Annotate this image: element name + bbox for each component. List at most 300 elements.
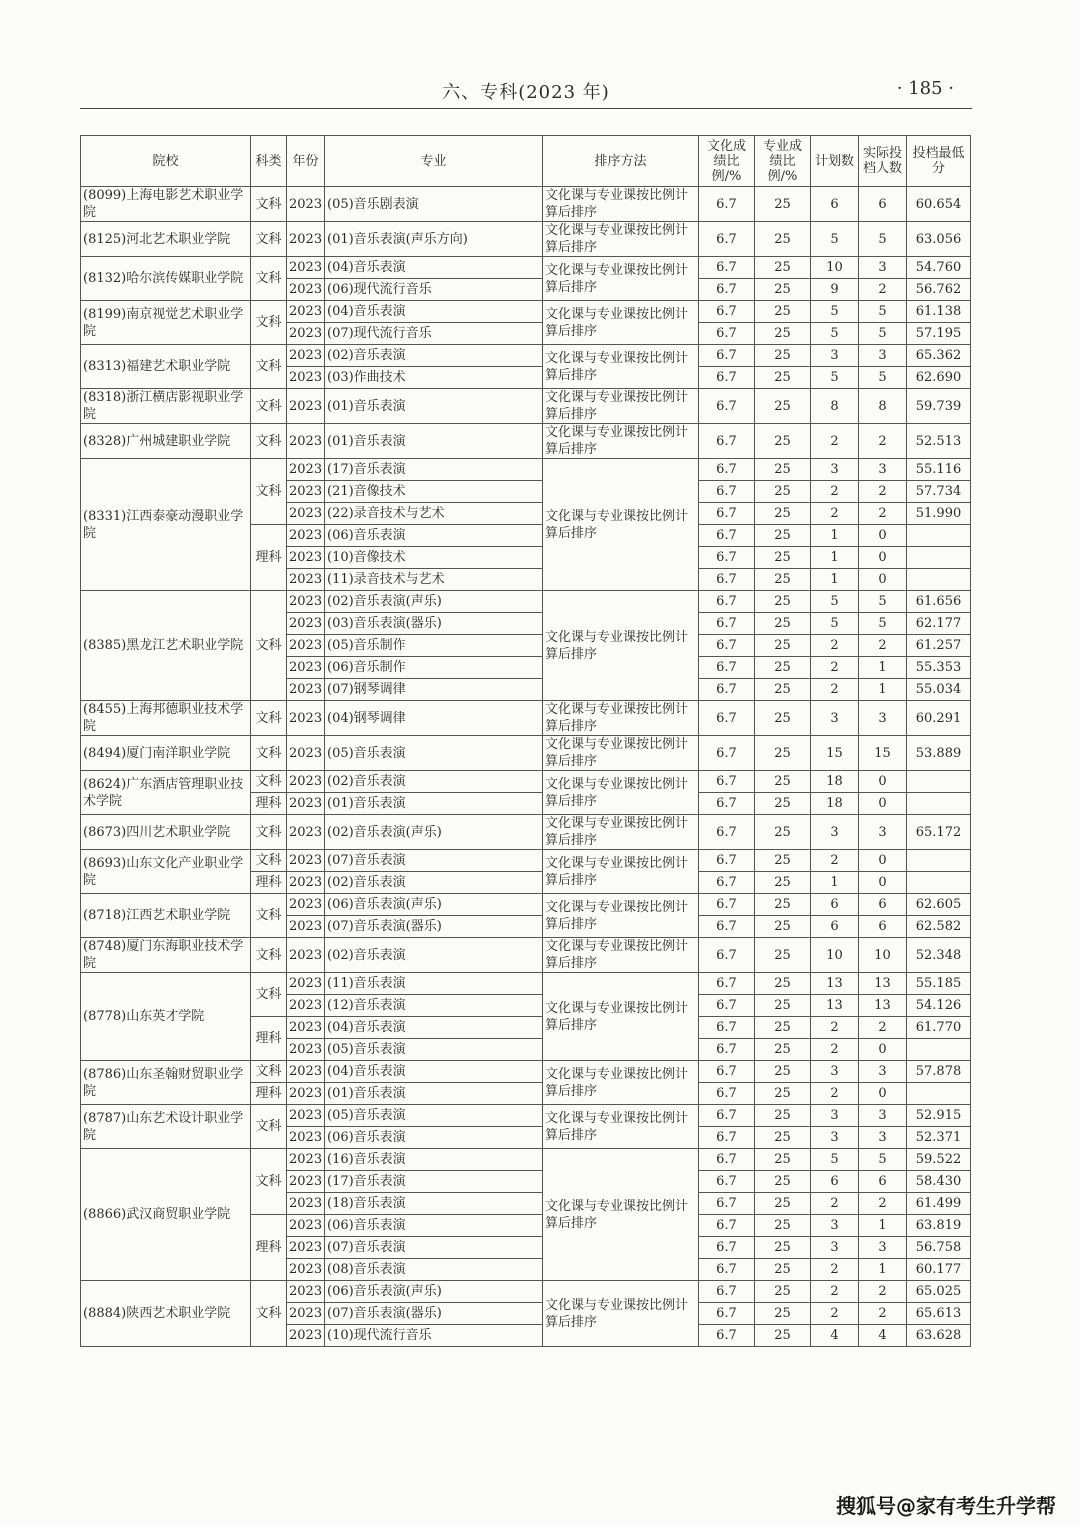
cell-major: (07)音乐表演: [325, 850, 543, 872]
cell-professional-ratio: 25: [755, 591, 811, 613]
cell-culture-ratio: 6.7: [699, 1061, 755, 1083]
cell-actual: 2: [859, 1193, 907, 1215]
cell-actual: 0: [859, 1083, 907, 1105]
cell-professional-ratio: 25: [755, 938, 811, 973]
cell-plan: 2: [811, 850, 859, 872]
cell-major: (01)音乐表演: [325, 1083, 543, 1105]
page-number: · 185 ·: [896, 78, 954, 99]
cell-actual: 6: [859, 894, 907, 916]
cell-professional-ratio: 25: [755, 1303, 811, 1325]
cell-actual: 1: [859, 679, 907, 701]
cell-professional-ratio: 25: [755, 771, 811, 793]
cell-culture-ratio: 6.7: [699, 569, 755, 591]
cell-major: (02)音乐表演: [325, 771, 543, 793]
cell-major: (06)音乐表演: [325, 1215, 543, 1237]
cell-culture-ratio: 6.7: [699, 503, 755, 525]
cell-year: 2023: [287, 1171, 325, 1193]
cell-professional-ratio: 25: [755, 657, 811, 679]
cell-culture-ratio: 6.7: [699, 815, 755, 850]
cell-professional-ratio: 25: [755, 1105, 811, 1127]
cell-category: 文科: [251, 701, 287, 736]
cell-year: 2023: [287, 591, 325, 613]
cell-culture-ratio: 6.7: [699, 872, 755, 894]
cell-major: (21)音像技术: [325, 481, 543, 503]
cell-plan: 2: [811, 1193, 859, 1215]
cell-culture-ratio: 6.7: [699, 1105, 755, 1127]
cell-major: (02)音乐表演(声乐): [325, 815, 543, 850]
cell-method: 文化课与专业课按比例计算后排序: [543, 222, 699, 257]
cell-culture-ratio: 6.7: [699, 1149, 755, 1171]
cell-plan: 2: [811, 1083, 859, 1105]
cell-plan: 2: [811, 424, 859, 459]
cell-major: (12)音乐表演: [325, 995, 543, 1017]
cell-plan: 3: [811, 1061, 859, 1083]
cell-plan: 1: [811, 547, 859, 569]
table-row: [81, 345, 971, 367]
cell-major: (10)现代流行音乐: [325, 1325, 543, 1347]
cell-category: 文科: [251, 736, 287, 771]
cell-category: 文科: [251, 1061, 287, 1083]
cell-plan: 2: [811, 503, 859, 525]
table-body: [81, 187, 971, 1347]
table-row: [81, 222, 971, 257]
cell-actual: 5: [859, 613, 907, 635]
cell-year: 2023: [287, 503, 325, 525]
cell-professional-ratio: 25: [755, 1237, 811, 1259]
cell-actual: 2: [859, 481, 907, 503]
cell-min-score: 65.613: [907, 1303, 971, 1325]
cell-category: 文科: [251, 459, 287, 525]
cell-min-score: 63.056: [907, 222, 971, 257]
cell-culture-ratio: 6.7: [699, 459, 755, 481]
cell-year: 2023: [287, 613, 325, 635]
cell-min-score: 63.628: [907, 1325, 971, 1347]
cell-major: (06)音乐表演: [325, 525, 543, 547]
cell-actual: 2: [859, 424, 907, 459]
cell-year: 2023: [287, 771, 325, 793]
cell-year: 2023: [287, 1127, 325, 1149]
cell-major: (06)音乐表演(声乐): [325, 1281, 543, 1303]
table-row: [81, 424, 971, 459]
cell-min-score: [907, 872, 971, 894]
table-row: [81, 187, 971, 222]
cell-min-score: 65.362: [907, 345, 971, 367]
cell-professional-ratio: 25: [755, 301, 811, 323]
cell-professional-ratio: 25: [755, 973, 811, 995]
cell-plan: 2: [811, 1259, 859, 1281]
cell-actual: 0: [859, 547, 907, 569]
page-header: [80, 72, 972, 110]
cell-min-score: [907, 1083, 971, 1105]
cell-actual: 2: [859, 279, 907, 301]
cell-min-score: 57.195: [907, 323, 971, 345]
cell-professional-ratio: 25: [755, 1281, 811, 1303]
cell-actual: 5: [859, 323, 907, 345]
cell-actual: 3: [859, 459, 907, 481]
cell-professional-ratio: 25: [755, 613, 811, 635]
cell-year: 2023: [287, 872, 325, 894]
cell-plan: 2: [811, 679, 859, 701]
cell-year: 2023: [287, 1017, 325, 1039]
cell-min-score: 60.654: [907, 187, 971, 222]
cell-professional-ratio: 25: [755, 1149, 811, 1171]
cell-year: 2023: [287, 389, 325, 424]
cell-category: 文科: [251, 424, 287, 459]
cell-year: 2023: [287, 547, 325, 569]
cell-year: 2023: [287, 916, 325, 938]
cell-actual: 6: [859, 187, 907, 222]
cell-culture-ratio: 6.7: [699, 1215, 755, 1237]
table-row: [81, 1281, 971, 1303]
table-row: [81, 973, 971, 995]
cell-actual: 5: [859, 367, 907, 389]
cell-actual: 3: [859, 815, 907, 850]
cell-actual: 3: [859, 701, 907, 736]
cell-culture-ratio: 6.7: [699, 1237, 755, 1259]
cell-culture-ratio: 6.7: [699, 1193, 755, 1215]
cell-major: (18)音乐表演: [325, 1193, 543, 1215]
cell-school: (8318)浙江横店影视职业学院: [81, 389, 251, 424]
cell-category: 文科: [251, 815, 287, 850]
cell-min-score: 57.734: [907, 481, 971, 503]
cell-year: 2023: [287, 187, 325, 222]
cell-year: 2023: [287, 345, 325, 367]
cell-culture-ratio: 6.7: [699, 187, 755, 222]
table-header-row: [81, 136, 971, 187]
cell-major: (11)录音技术与艺术: [325, 569, 543, 591]
cell-plan: 5: [811, 323, 859, 345]
cell-actual: 5: [859, 591, 907, 613]
cell-professional-ratio: 25: [755, 367, 811, 389]
cell-plan: 3: [811, 815, 859, 850]
cell-actual: 4: [859, 1325, 907, 1347]
cell-professional-ratio: 25: [755, 916, 811, 938]
cell-major: (02)音乐表演: [325, 872, 543, 894]
cell-min-score: 63.819: [907, 1215, 971, 1237]
cell-major: (17)音乐表演: [325, 1171, 543, 1193]
cell-culture-ratio: 6.7: [699, 613, 755, 635]
cell-category: 文科: [251, 1105, 287, 1149]
cell-school: (8787)山东艺术设计职业学院: [81, 1105, 251, 1149]
cell-method: 文化课与专业课按比例计算后排序: [543, 894, 699, 938]
cell-actual: 1: [859, 1259, 907, 1281]
cell-plan: 6: [811, 916, 859, 938]
cell-min-score: 55.116: [907, 459, 971, 481]
cell-plan: 2: [811, 1303, 859, 1325]
cell-plan: 8: [811, 389, 859, 424]
cell-actual: 0: [859, 525, 907, 547]
cell-min-score: [907, 850, 971, 872]
cell-professional-ratio: 25: [755, 569, 811, 591]
cell-actual: 0: [859, 1039, 907, 1061]
cell-professional-ratio: 25: [755, 345, 811, 367]
cell-actual: 3: [859, 1105, 907, 1127]
cell-min-score: 55.353: [907, 657, 971, 679]
cell-plan: 13: [811, 973, 859, 995]
cell-plan: 2: [811, 657, 859, 679]
column-header-plan: 计划数: [811, 136, 859, 187]
cell-culture-ratio: 6.7: [699, 679, 755, 701]
cell-major: (03)作曲技术: [325, 367, 543, 389]
cell-actual: 0: [859, 569, 907, 591]
cell-culture-ratio: 6.7: [699, 1171, 755, 1193]
cell-plan: 9: [811, 279, 859, 301]
cell-professional-ratio: 25: [755, 389, 811, 424]
cell-year: 2023: [287, 459, 325, 481]
cell-category: 文科: [251, 1281, 287, 1347]
cell-culture-ratio: 6.7: [699, 1083, 755, 1105]
cell-major: (05)音乐剧表演: [325, 187, 543, 222]
cell-method: 文化课与专业课按比例计算后排序: [543, 771, 699, 815]
cell-culture-ratio: 6.7: [699, 591, 755, 613]
cell-plan: 2: [811, 1017, 859, 1039]
cell-min-score: 61.257: [907, 635, 971, 657]
cell-method: 文化课与专业课按比例计算后排序: [543, 850, 699, 894]
cell-category: 文科: [251, 301, 287, 345]
cell-major: (01)音乐表演(声乐方向): [325, 222, 543, 257]
cell-year: 2023: [287, 938, 325, 973]
cell-method: 文化课与专业课按比例计算后排序: [543, 187, 699, 222]
cell-min-score: 57.878: [907, 1061, 971, 1083]
cell-school: (8199)南京视觉艺术职业学院: [81, 301, 251, 345]
cell-method: 文化课与专业课按比例计算后排序: [543, 345, 699, 389]
cell-plan: 3: [811, 1215, 859, 1237]
cell-plan: 5: [811, 613, 859, 635]
cell-min-score: [907, 1039, 971, 1061]
cell-plan: 18: [811, 793, 859, 815]
cell-major: (03)音乐表演(器乐): [325, 613, 543, 635]
cell-actual: 2: [859, 503, 907, 525]
cell-plan: 3: [811, 345, 859, 367]
cell-method: 文化课与专业课按比例计算后排序: [543, 591, 699, 701]
cell-min-score: 52.513: [907, 424, 971, 459]
cell-culture-ratio: 6.7: [699, 1039, 755, 1061]
cell-method: 文化课与专业课按比例计算后排序: [543, 973, 699, 1061]
column-header-method: 排序方法: [543, 136, 699, 187]
cell-min-score: 53.889: [907, 736, 971, 771]
cell-school: (8884)陕西艺术职业学院: [81, 1281, 251, 1347]
cell-school: (8494)厦门南洋职业学院: [81, 736, 251, 771]
cell-major: (11)音乐表演: [325, 973, 543, 995]
cell-year: 2023: [287, 635, 325, 657]
cell-professional-ratio: 25: [755, 995, 811, 1017]
cell-school: (8778)山东英才学院: [81, 973, 251, 1061]
cell-category: 理科: [251, 872, 287, 894]
cell-min-score: 58.430: [907, 1171, 971, 1193]
cell-professional-ratio: 25: [755, 1325, 811, 1347]
cell-actual: 2: [859, 1281, 907, 1303]
cell-min-score: 62.690: [907, 367, 971, 389]
column-header-culture-ratio: 文化成绩比例/%: [699, 136, 755, 187]
cell-major: (04)音乐表演: [325, 301, 543, 323]
cell-category: 文科: [251, 187, 287, 222]
cell-culture-ratio: 6.7: [699, 1281, 755, 1303]
cell-school: (8866)武汉商贸职业学院: [81, 1149, 251, 1281]
cell-method: 文化课与专业课按比例计算后排序: [543, 736, 699, 771]
cell-actual: 3: [859, 1061, 907, 1083]
cell-year: 2023: [287, 679, 325, 701]
cell-professional-ratio: 25: [755, 1259, 811, 1281]
cell-actual: 0: [859, 872, 907, 894]
cell-method: 文化课与专业课按比例计算后排序: [543, 938, 699, 973]
cell-method: 文化课与专业课按比例计算后排序: [543, 815, 699, 850]
cell-professional-ratio: 25: [755, 1017, 811, 1039]
cell-professional-ratio: 25: [755, 459, 811, 481]
cell-culture-ratio: 6.7: [699, 257, 755, 279]
cell-professional-ratio: 25: [755, 547, 811, 569]
cell-plan: 3: [811, 459, 859, 481]
cell-category: 文科: [251, 345, 287, 389]
cell-professional-ratio: 25: [755, 1083, 811, 1105]
cell-major: (08)音乐表演: [325, 1259, 543, 1281]
cell-culture-ratio: 6.7: [699, 1325, 755, 1347]
cell-year: 2023: [287, 815, 325, 850]
cell-plan: 1: [811, 569, 859, 591]
column-header-school: 院校: [81, 136, 251, 187]
cell-year: 2023: [287, 367, 325, 389]
cell-method: 文化课与专业课按比例计算后排序: [543, 1061, 699, 1105]
cell-min-score: 61.138: [907, 301, 971, 323]
cell-plan: 5: [811, 301, 859, 323]
cell-culture-ratio: 6.7: [699, 736, 755, 771]
cell-plan: 5: [811, 367, 859, 389]
column-header-category: 科类: [251, 136, 287, 187]
cell-method: 文化课与专业课按比例计算后排序: [543, 1281, 699, 1347]
cell-major: (17)音乐表演: [325, 459, 543, 481]
cell-culture-ratio: 6.7: [699, 850, 755, 872]
cell-actual: 3: [859, 1237, 907, 1259]
cell-plan: 1: [811, 872, 859, 894]
cell-school: (8673)四川艺术职业学院: [81, 815, 251, 850]
table-row: [81, 938, 971, 973]
cell-min-score: 65.172: [907, 815, 971, 850]
cell-category: 理科: [251, 1017, 287, 1061]
table-row: [81, 771, 971, 793]
cell-year: 2023: [287, 701, 325, 736]
cell-year: 2023: [287, 973, 325, 995]
cell-school: (8313)福建艺术职业学院: [81, 345, 251, 389]
column-header-min-score: 投档最低分: [907, 136, 971, 187]
cell-major: (10)音像技术: [325, 547, 543, 569]
cell-actual: 2: [859, 635, 907, 657]
table-row: [81, 701, 971, 736]
cell-plan: 3: [811, 1105, 859, 1127]
cell-min-score: 61.499: [907, 1193, 971, 1215]
cell-major: (01)音乐表演: [325, 389, 543, 424]
cell-category: 文科: [251, 257, 287, 301]
cell-school: (8624)广东酒店管理职业技术学院: [81, 771, 251, 815]
cell-plan: 2: [811, 481, 859, 503]
cell-culture-ratio: 6.7: [699, 635, 755, 657]
cell-professional-ratio: 25: [755, 503, 811, 525]
cell-school: (8328)广州城建职业学院: [81, 424, 251, 459]
cell-school: (8385)黑龙江艺术职业学院: [81, 591, 251, 701]
cell-actual: 6: [859, 916, 907, 938]
cell-culture-ratio: 6.7: [699, 657, 755, 679]
cell-year: 2023: [287, 736, 325, 771]
cell-school: (8718)江西艺术职业学院: [81, 894, 251, 938]
page-title: 六、专科(2023 年): [442, 82, 610, 103]
cell-actual: 10: [859, 938, 907, 973]
cell-plan: 6: [811, 187, 859, 222]
cell-professional-ratio: 25: [755, 850, 811, 872]
cell-actual: 6: [859, 1171, 907, 1193]
cell-culture-ratio: 6.7: [699, 793, 755, 815]
cell-major: (05)音乐表演: [325, 1039, 543, 1061]
cell-actual: 3: [859, 345, 907, 367]
cell-actual: 3: [859, 257, 907, 279]
cell-min-score: [907, 771, 971, 793]
cell-year: 2023: [287, 1083, 325, 1105]
cell-year: 2023: [287, 1259, 325, 1281]
cell-year: 2023: [287, 1325, 325, 1347]
cell-culture-ratio: 6.7: [699, 222, 755, 257]
cell-year: 2023: [287, 894, 325, 916]
cell-year: 2023: [287, 257, 325, 279]
cell-actual: 0: [859, 850, 907, 872]
cell-year: 2023: [287, 1237, 325, 1259]
cell-plan: 13: [811, 995, 859, 1017]
cell-actual: 5: [859, 222, 907, 257]
cell-min-score: [907, 569, 971, 591]
header-rule: [80, 108, 972, 109]
cell-actual: 1: [859, 657, 907, 679]
cell-year: 2023: [287, 1061, 325, 1083]
cell-min-score: 54.760: [907, 257, 971, 279]
cell-professional-ratio: 25: [755, 525, 811, 547]
cell-method: 文化课与专业课按比例计算后排序: [543, 1105, 699, 1149]
cell-actual: 2: [859, 1303, 907, 1325]
cell-actual: 15: [859, 736, 907, 771]
table-row: [81, 1061, 971, 1083]
table-row: [81, 301, 971, 323]
cell-method: 文化课与专业课按比例计算后排序: [543, 424, 699, 459]
cell-min-score: 60.291: [907, 701, 971, 736]
cell-major: (04)钢琴调律: [325, 701, 543, 736]
cell-professional-ratio: 25: [755, 1127, 811, 1149]
cell-min-score: 51.990: [907, 503, 971, 525]
cell-culture-ratio: 6.7: [699, 389, 755, 424]
cell-professional-ratio: 25: [755, 481, 811, 503]
cell-min-score: 62.177: [907, 613, 971, 635]
source-watermark: 搜狐号@家有考生升学帮: [836, 1494, 1056, 1518]
cell-professional-ratio: 25: [755, 793, 811, 815]
cell-year: 2023: [287, 850, 325, 872]
cell-category: 文科: [251, 1149, 287, 1215]
cell-professional-ratio: 25: [755, 815, 811, 850]
cell-plan: 15: [811, 736, 859, 771]
cell-min-score: 52.348: [907, 938, 971, 973]
cell-culture-ratio: 6.7: [699, 995, 755, 1017]
cell-min-score: 55.185: [907, 973, 971, 995]
cell-plan: 2: [811, 635, 859, 657]
cell-category: 文科: [251, 850, 287, 872]
cell-school: (8786)山东圣翰财贸职业学院: [81, 1061, 251, 1105]
cell-major: (04)音乐表演: [325, 1061, 543, 1083]
cell-category: 文科: [251, 973, 287, 1017]
cell-culture-ratio: 6.7: [699, 1259, 755, 1281]
cell-culture-ratio: 6.7: [699, 1017, 755, 1039]
cell-major: (06)音乐表演(声乐): [325, 894, 543, 916]
cell-professional-ratio: 25: [755, 222, 811, 257]
cell-professional-ratio: 25: [755, 424, 811, 459]
cell-actual: 13: [859, 995, 907, 1017]
cell-culture-ratio: 6.7: [699, 771, 755, 793]
cell-plan: 5: [811, 591, 859, 613]
cell-major: (04)音乐表演: [325, 257, 543, 279]
cell-min-score: 54.126: [907, 995, 971, 1017]
cell-school: (8748)厦门东海职业技术学院: [81, 938, 251, 973]
